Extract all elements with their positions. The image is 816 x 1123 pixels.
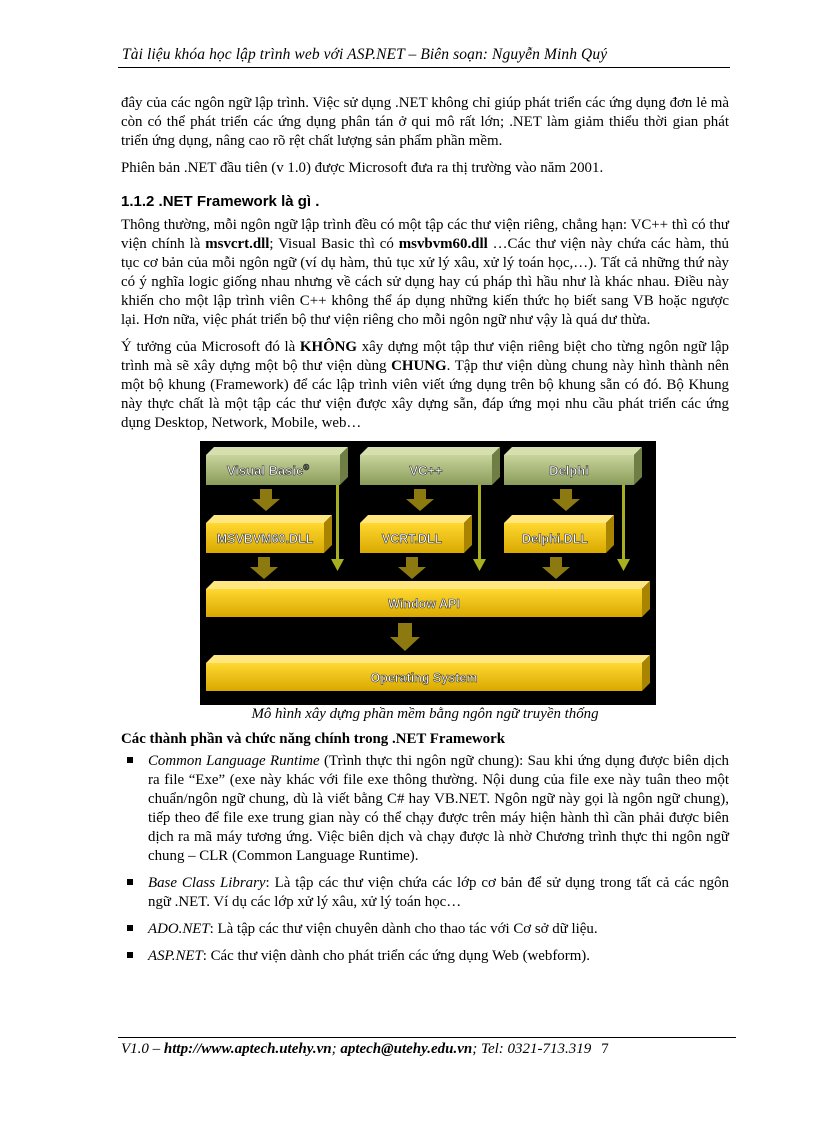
label-visual-basic: Visual Basic (226, 463, 304, 478)
page-footer: V1.0 – http://www.aptech.utehy.vn; aptech@utehy.edu.vn; Tel: 0321-713.319 7 (121, 1041, 609, 1057)
list-item: Base Class Library: Là tập các thư viện chứa các lớp cơ bản để sử dụng trong tất cả các ngôn ngữ .NET. Ví dụ các lớp xử lý xâu, xử lý toán học… (121, 874, 729, 912)
header-rule (118, 67, 730, 68)
section-paragraph-2: Ý tưởng của Microsoft đó là KHÔNG xây dựng một tập thư viện riêng biệt cho từng ngôn ngữ lập trình mà sẽ xây dựng một bộ thư viện dùng CHUNG. Tập thư viện dùng chung này hình thành nên một bộ khung (Framework) để các lập trình viên viết ứng dụng trên bộ khung sẵn có đó. Bộ Khung này thực chất là một tập các thư viện được xây dựng sẵn, đáp ứng mọi nhu cầu phát triển các ứng dụng Desktop, Network, Mobile, web… (121, 339, 730, 431)
figure-caption: Mô hình xây dựng phần mềm bằng ngôn ngữ truyền thống (251, 706, 599, 722)
box-delphi-dll (504, 515, 614, 553)
page-header: Tài liệu khóa học lập trình web với ASP.NET – Biên soạn: Nguyễn Minh Quý (122, 46, 608, 63)
box-msvbvm60 (206, 515, 332, 553)
page-number: 7 (601, 1041, 609, 1057)
bullet-icon (127, 952, 133, 958)
registered-mark: ® (303, 463, 310, 472)
footer-email[interactable]: aptech@utehy.edu.vn (340, 1041, 473, 1057)
label-vcrt: VCRT.DLL (381, 532, 443, 546)
section-heading: 1.1.2 .NET Framework là gì . (121, 193, 320, 210)
box-visual-basic (206, 447, 348, 485)
box-window-api (206, 581, 650, 617)
label-delphi-dll: Delphi.DLL (522, 532, 588, 546)
list-item: ADO.NET: Là tập các thư viện chuyên dành cho thao tác với Cơ sở dữ liệu. (121, 920, 729, 939)
diagram-canvas (200, 441, 656, 705)
components-heading: Các thành phần và chức năng chính trong .NET Framework (121, 731, 506, 747)
svg-text:Visual Basic® (227, 463, 309, 478)
box-vcpp (360, 447, 500, 485)
bullet-icon (127, 879, 133, 885)
intro-paragraph-1: đây của các ngôn ngữ lập trình. Việc sử dụng .NET không chỉ giúp phát triển các ứng dụng đơn lẻ mà còn có thể phát triển các ứng dụng phân tán ở qui mô rất lớn; .NET làm giảm thiểu thời gian phát triển ứng dụng, nâng cao rõ rệt chất lượng sản phẩm phần mềm. (121, 95, 729, 149)
box-operating-system (206, 655, 650, 691)
list-item: ASP.NET: Các thư viện dành cho phát triển các ứng dụng Web (webform). (121, 947, 729, 966)
footer-url[interactable]: http://www.aptech.utehy.vn (163, 1041, 332, 1057)
intro-paragraph-2: Phiên bản .NET đầu tiên (v 1.0) được Microsoft đưa ra thị trường vào năm 2001. (121, 160, 604, 176)
page-body (121, 94, 729, 974)
bullet-icon (127, 925, 133, 931)
footer-rule (118, 1037, 736, 1038)
bullet-icon (127, 757, 133, 763)
label-operating-system: Operating System (370, 671, 478, 685)
label-msvbvm60: MSVBVM60.DLL (216, 532, 314, 546)
box-delphi (504, 447, 642, 485)
section-paragraph-1: Thông thường, mỗi ngôn ngữ lập trình đều có một tập các thư viện riêng, chẳng hạn: VC++ thì có thư viện chính là msvcrt.dll; Visual Basic thì có msvbvm60.dll …Các thư viện này chứa các hàm, thủ tục cơ bản của mỗi ngôn ngữ (ví dụ hàm, thủ tục xử lý xâu, xử lý toán học,…). Tất cả những thứ này có ý nghĩa logic giống nhau nhưng về cách sử dụng hay cú pháp thì hầu như là khác nhau. Điều này khiến cho một lập trình viên C++ không thể áp dụng những kiến thức họ biết sang VB hoặc ngược lại. Hơn nữa, việc phát triển bộ thư viện riêng cho mỗi ngôn ngữ như vậy là quá dư thừa. (121, 217, 729, 328)
label-delphi: Delphi (549, 463, 589, 478)
box-vcrt (360, 515, 472, 553)
traditional-model-diagram (200, 441, 656, 705)
components-list (121, 752, 729, 966)
label-vcpp: VC++ (409, 463, 443, 478)
list-item: Common Language Runtime (Trình thực thi ngôn ngữ chung): Sau khi ứng dụng được biên dịch ra file “Exe” (exe này khác với file exe thông thường. Nội dung của file exe này tuân theo một chuẩn/ngôn ngữ chung, dù là viết bằng C# hay VB.NET. Ngôn ngữ này gọi là ngôn ngữ chung), tiếp theo để file exe trung gian này có thể chạy được trên máy hiện hành thì cần phải được biên dịch ra mã máy tương ứng. Việc biên dịch và chạy được là nhờ Chương trình thực thi ngôn ngữ chung – CLR (Common Language Runtime). (121, 752, 729, 866)
label-window-api: Window API (388, 597, 460, 611)
